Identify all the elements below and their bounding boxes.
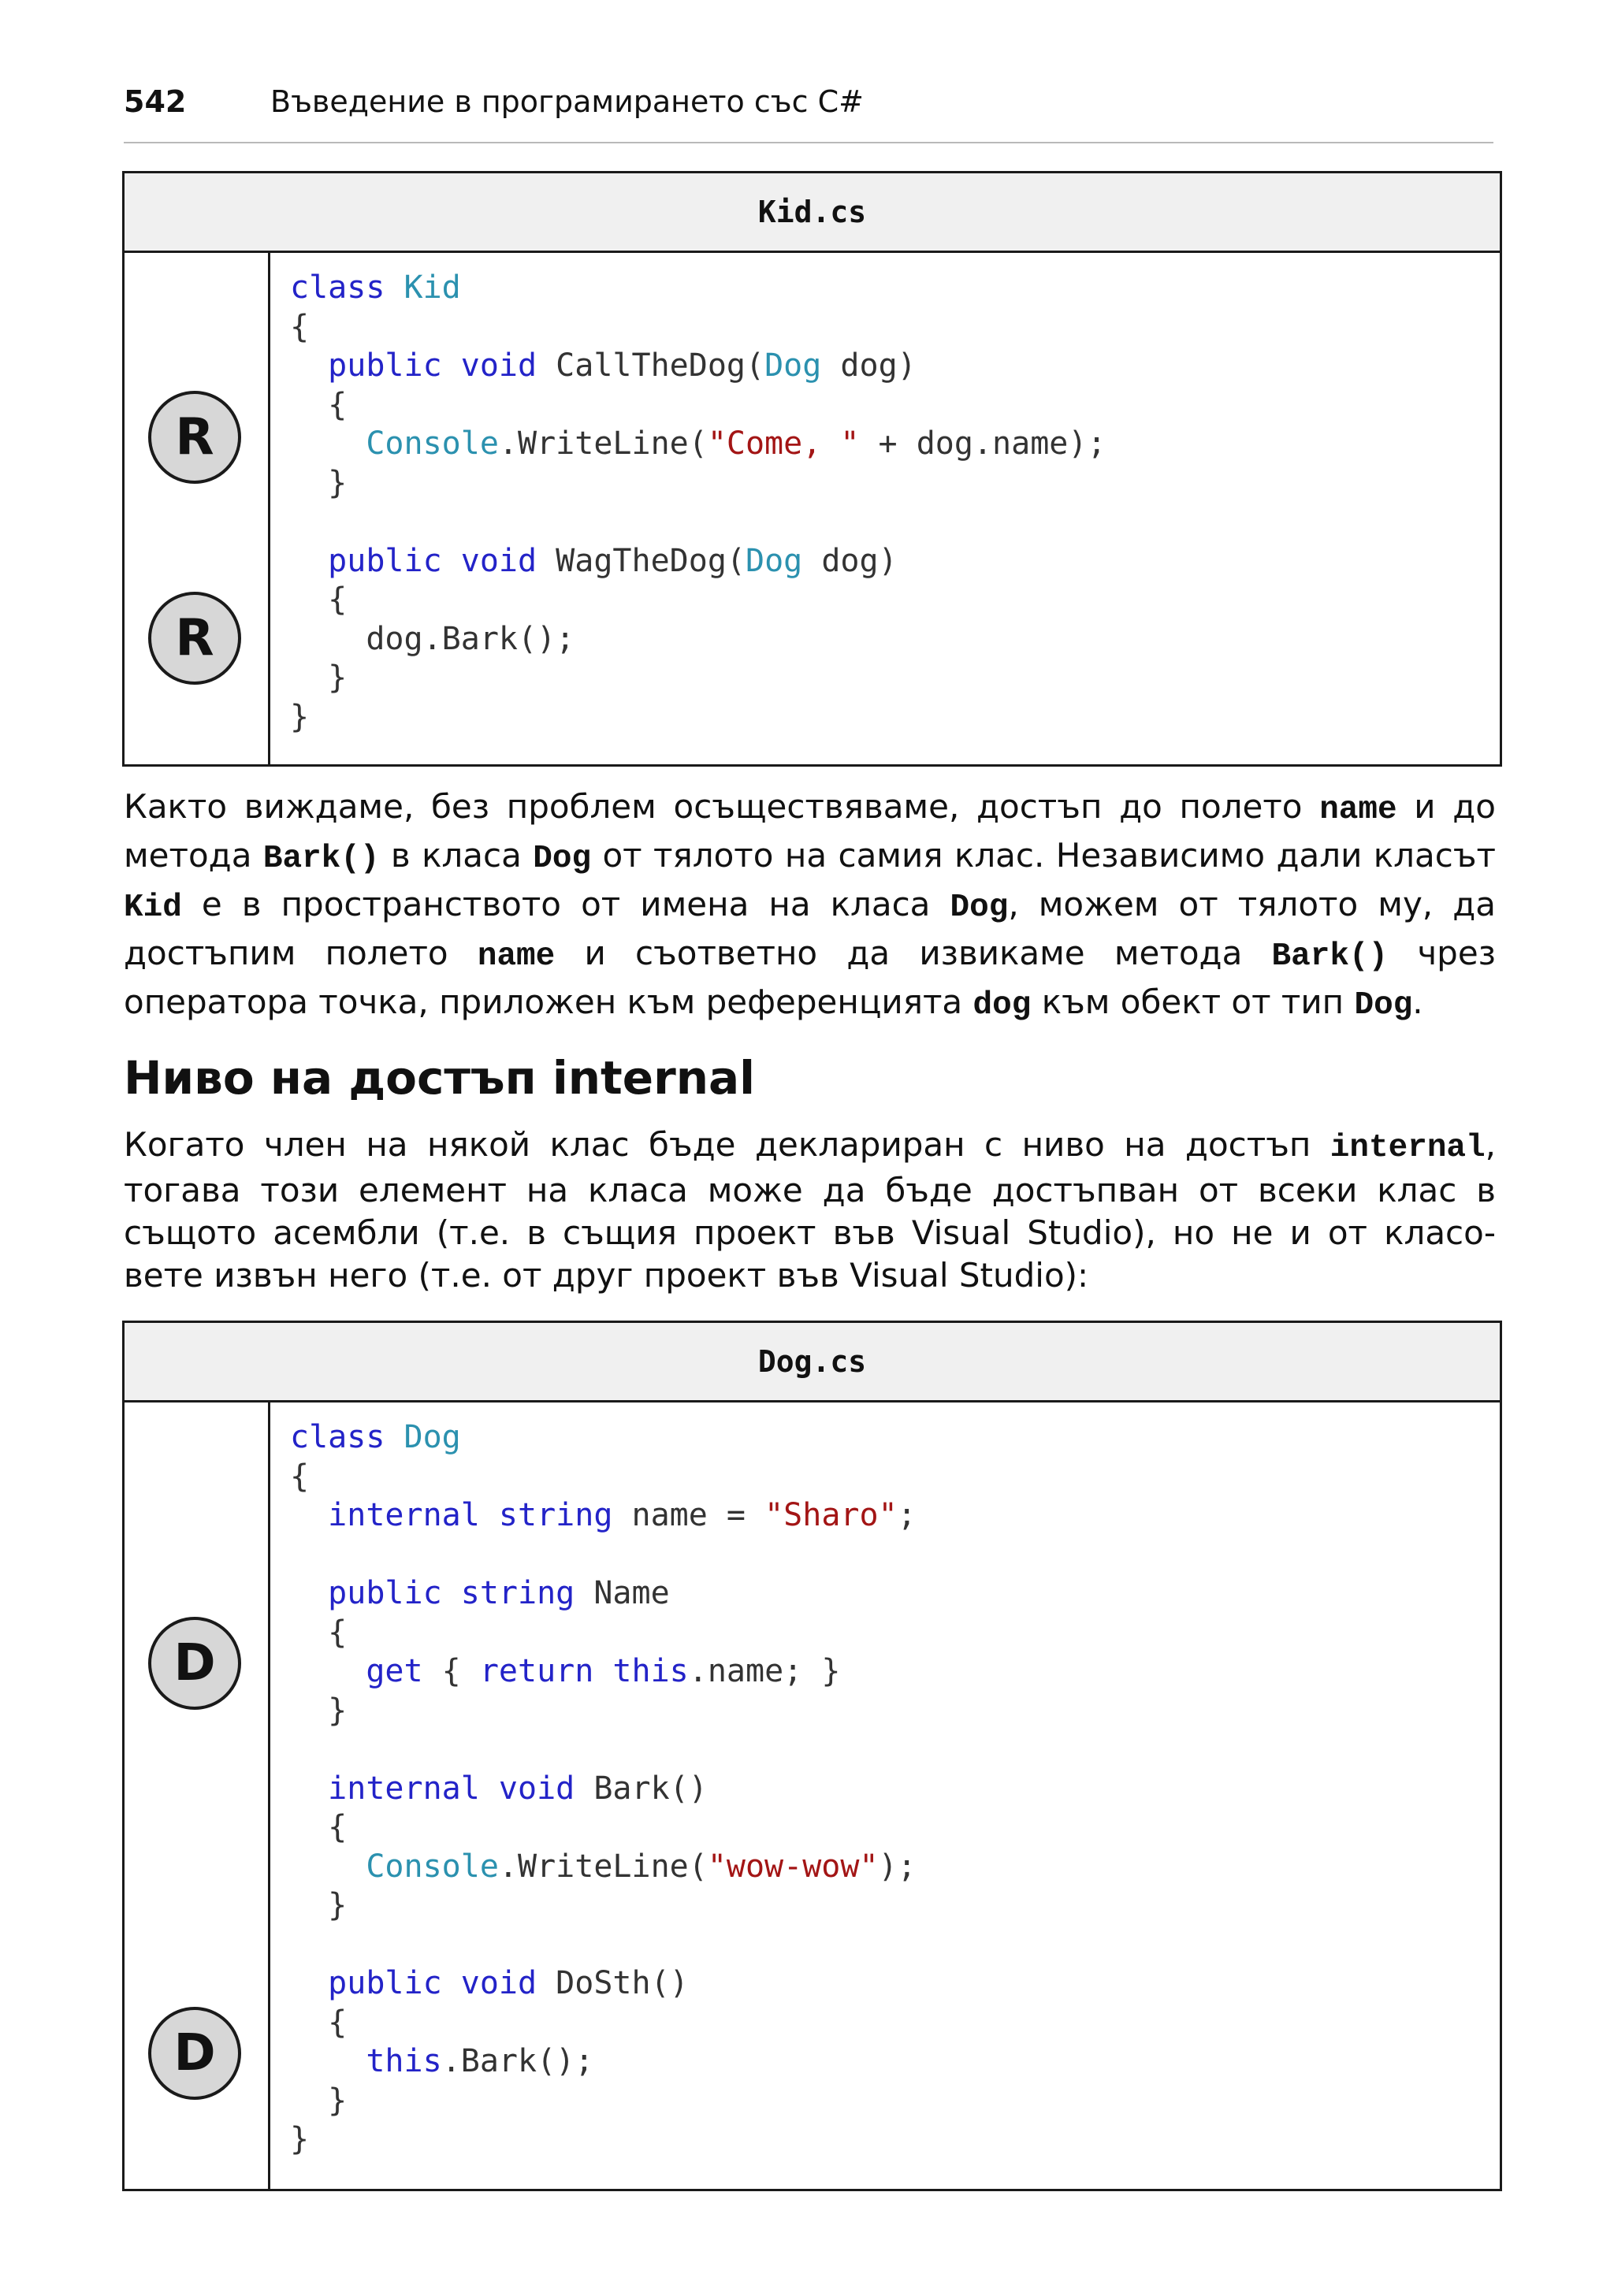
code-line: dog.Bark(); [290, 620, 575, 657]
inline-code: dog [972, 987, 1032, 1024]
code-line: { [290, 386, 348, 423]
code-listing-body [125, 253, 1500, 764]
code-listing-dog [122, 1321, 1502, 2191]
code-text [290, 269, 1106, 737]
text-run: Когато член на някой клас бъде деклариран с ниво на достъп [124, 1125, 1330, 1164]
body-paragraph [124, 784, 1496, 1028]
code-line: { [290, 1809, 348, 1845]
code-line: { [290, 308, 310, 345]
code-line: internal string name = "Sharo"; [328, 1497, 917, 1533]
inline-code: Dog [1354, 987, 1413, 1024]
code-line: internal void Bark() [328, 1770, 708, 1807]
inline-code: Bark() [1271, 938, 1389, 975]
inline-code: Kid [124, 890, 182, 926]
text-run: към обект от тип [1031, 983, 1355, 1021]
code-listing-body [125, 1402, 1500, 2189]
inline-code: Dog [533, 841, 592, 877]
code-line: public string Name [328, 1575, 670, 1611]
code-line [290, 1926, 917, 1965]
code-text [290, 1418, 917, 2160]
body-paragraph [124, 1124, 1496, 1297]
code-gutter [125, 1402, 270, 2189]
text-run: , можем от тялото му, да достъпим полето [124, 885, 1496, 972]
code-listing-title: Kid.cs [125, 173, 1500, 253]
code-line: } [290, 1692, 348, 1729]
code-line: } [290, 659, 348, 696]
running-header-title: Въведение в програмирането със C# [270, 84, 864, 119]
text-run: . [1412, 983, 1423, 1021]
code-line: } [290, 698, 310, 735]
code-line [290, 1536, 917, 1575]
code-line: } [290, 2082, 348, 2119]
text-run: , тогава този елемент на класа може да бъде достъпван от всеки клас в същото асембли (т.е. в същия проект във Visual Studio), но не и от класо-вете извън него (т.е. от друг проект във Visual Studio): [124, 1125, 1496, 1295]
inline-code: Bark() [262, 841, 380, 877]
text-run: Както виждаме, без проблем осъществяваме, достъп до полето [124, 787, 1320, 826]
code-line: Console.WriteLine("wow-wow"); [366, 1848, 917, 1885]
code-line: get { return this.name; } [366, 1653, 841, 1689]
marker-r-icon: R [148, 391, 241, 484]
inline-code: name [1319, 792, 1397, 828]
code-gutter [125, 253, 270, 764]
code-line: Console.WriteLine("Come, " + dog.name); [366, 425, 1106, 462]
code-line [290, 503, 1106, 542]
marker-d-icon: D [148, 1617, 241, 1710]
text-run: чрез оператора точка, приложен към референцията [124, 934, 1496, 1021]
code-line: this.Bark(); [366, 2043, 594, 2079]
text-run: и съответно да извикаме метода [555, 934, 1272, 972]
code-line: { [290, 1458, 310, 1495]
text-run: и до метода [124, 787, 1496, 875]
code-line: { [290, 2004, 348, 2041]
text-run: е в пространството от имена на класа [181, 885, 950, 923]
code-line: public void CallTheDog(Dog dog) [328, 347, 917, 384]
text-run: в класа [379, 836, 534, 875]
code-line: public void WagTheDog(Dog dog) [328, 542, 898, 579]
code-line: class Dog [290, 1419, 461, 1455]
code-listing-kid [122, 171, 1502, 767]
code-line: class Kid [290, 269, 461, 306]
code-line: { [290, 581, 348, 618]
code-line: } [290, 1887, 348, 1923]
code-line: public void DoSth() [328, 1965, 689, 2001]
code-line: } [290, 2121, 310, 2157]
inline-code: name [477, 938, 556, 975]
inline-code: Dog [950, 890, 1009, 926]
marker-r-icon: R [148, 592, 241, 685]
page-header [124, 79, 1493, 143]
marker-d-icon: D [148, 2007, 241, 2100]
code-line: } [290, 464, 348, 501]
section-heading: Ниво на достъп internal [124, 1051, 756, 1105]
code-line: { [290, 1614, 348, 1651]
code-listing-title: Dog.cs [125, 1323, 1500, 1402]
page-number: 542 [124, 84, 187, 119]
text-run: от тялото на самия клас. Независимо дали класът [591, 836, 1496, 875]
code-line [290, 1730, 917, 1770]
inline-code: internal [1330, 1130, 1486, 1166]
